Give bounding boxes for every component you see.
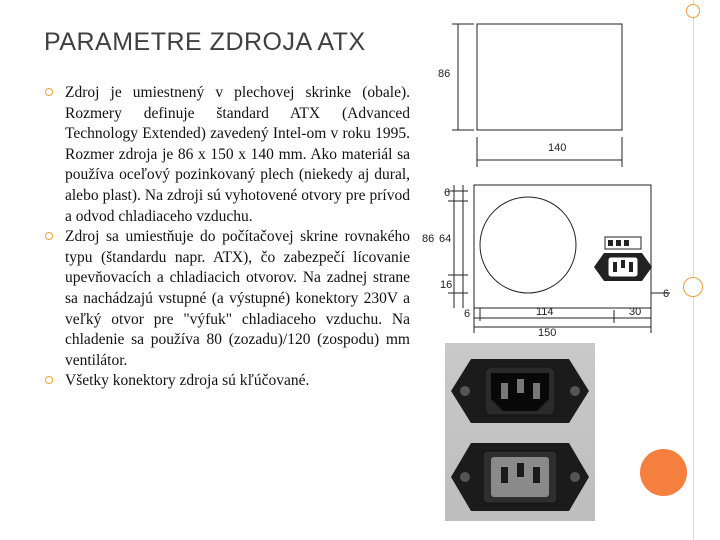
fan-opening: [480, 197, 576, 293]
bullet-text: Zdroj je umiestnený v plechovej skrinke (obale). Rozmery definuje štandard ATX (Advanced Technology Extended) zavedený Intel-om v roku 1995. Rozmer zdroja je 86 x 150 x 140 mm. Ako materiál sa používa oceľový pozinkovaný plech (niekedy aj dural, alebo plast). Na zdroji sú vyhotovené otvory pre prívod a odvod chladiaceho vzduchu.: [65, 84, 410, 225]
decor-ring-top: [686, 4, 700, 18]
decor-vertical-line: [693, 0, 694, 540]
dim-label: 140: [548, 142, 567, 154]
bullet-ring-icon: [45, 376, 53, 384]
atx-dimension-drawing: [418, 15, 678, 340]
connector-photo: [445, 343, 595, 521]
dim-label: 86: [438, 68, 451, 80]
dim-label: 16: [440, 279, 453, 291]
bullet-ring-icon: [45, 232, 53, 240]
bullet-item: [44, 371, 410, 392]
dim-label: 6: [444, 187, 451, 199]
iec-outlet-icon: [451, 443, 589, 511]
slide-title: PARAMETRE ZDROJA ATX: [44, 28, 366, 56]
bullet-ring-icon: [45, 88, 53, 96]
bullet-text: Všetky konektory zdroja sú kľúčované.: [65, 372, 310, 390]
decor-circle-orange: [640, 449, 687, 496]
dim-label: 6: [663, 288, 670, 300]
bullet-text: Zdroj sa umiestňuje do počítačovej skrine rovnakého typu (štandardu napr. ATX), čo zabezpečí lícovanie upevňovacích a chladiacich otvorov. Na zadnej strane sa nachádzajú vstupné (a výstupné) konektory 230V a veľký otvor pre "výfuk" chladiaceho vzduchu. Na chladenie sa používa 80 (zozadu)/120 (zospodu) mm ventilátor.: [65, 228, 410, 369]
dim-label: 114: [536, 306, 554, 318]
bullet-item: [44, 227, 410, 371]
dim-label: 86: [422, 233, 435, 245]
iec-inlet-icon: [451, 359, 589, 423]
bullet-item: [44, 83, 410, 227]
dim-label: 6: [464, 308, 471, 320]
power-connector-icon: [594, 237, 652, 281]
dim-label: 64: [439, 233, 452, 245]
bullet-list: [44, 83, 410, 392]
top-view-outline: [477, 24, 622, 130]
decor-ring-mid: [683, 277, 703, 297]
dim-label: 30: [629, 306, 642, 318]
dim-label: 150: [538, 327, 557, 339]
